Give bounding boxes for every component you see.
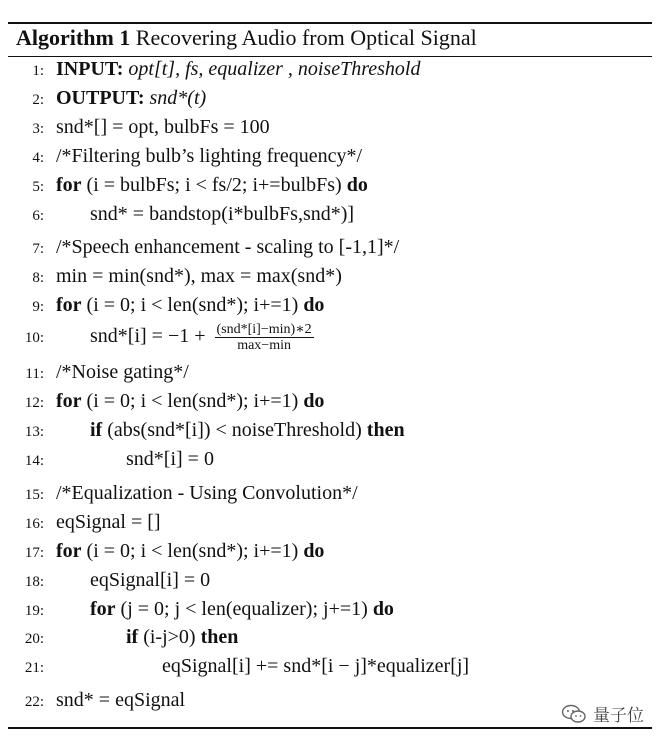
output-params: snd*(t): [144, 87, 207, 109]
do-keyword: do: [303, 294, 325, 316]
then-keyword: then: [200, 626, 239, 648]
comment-text: /*Equalization - Using Convolution*/: [56, 482, 358, 504]
fraction-denominator: max−min: [237, 338, 291, 353]
code-text: eqSignal[i] = 0: [90, 569, 211, 591]
line-number: 20:: [24, 631, 44, 647]
code-text: snd*[] = opt, bulbFs = 100: [56, 116, 270, 138]
code-text: snd* = eqSignal: [56, 689, 186, 711]
for-keyword: for: [56, 294, 82, 316]
code-text: (i = 0; i < len(snd*); i+=1): [81, 540, 304, 562]
code-text: snd*[i] = −1 +: [90, 325, 211, 348]
line-number: 3:: [32, 121, 44, 137]
code-text: eqSignal = []: [56, 511, 161, 533]
comment-text: /*Speech enhancement - scaling to [-1,1]*/: [56, 236, 400, 258]
code-text: snd*[i] = 0: [126, 448, 214, 470]
line-number: 1:: [32, 63, 44, 79]
line-number: 5:: [32, 179, 44, 195]
algorithm-title: [16, 25, 477, 51]
line-number: 18:: [24, 574, 44, 590]
for-keyword: for: [56, 540, 82, 562]
code-text: (abs(snd*[i]) < noiseThreshold): [102, 419, 367, 441]
line-number: 2:: [32, 92, 44, 108]
fraction-numerator: (snd*[i]−min)∗2: [216, 322, 312, 337]
wechat-icon: [561, 704, 587, 724]
do-keyword: do: [346, 174, 368, 196]
line-number: 17:: [24, 545, 44, 561]
title-rule: [8, 56, 652, 57]
line-number: 19:: [24, 603, 44, 619]
line-number: 13:: [24, 424, 44, 440]
line-number: 12:: [24, 395, 44, 411]
do-keyword: do: [372, 598, 394, 620]
if-keyword: if: [90, 419, 103, 441]
scaling-fraction: [215, 322, 314, 353]
line-number: 4:: [32, 150, 44, 166]
line-number: 21:: [24, 660, 44, 676]
code-text: (j = 0; j < len(equalizer); j+=1): [115, 598, 373, 620]
code-text: snd* = bandstop(i*bulbFs,snd*)]: [90, 203, 355, 225]
for-keyword: for: [56, 174, 82, 196]
top-rule: [8, 22, 652, 24]
line-number: 14:: [24, 453, 44, 469]
algorithm-label: Algorithm 1: [16, 25, 131, 50]
line-number: 15:: [24, 487, 44, 503]
line-number: 11:: [25, 366, 44, 382]
code-text: eqSignal[i] += snd*[i − j]*equalizer[j]: [162, 655, 470, 677]
for-keyword: for: [90, 598, 116, 620]
watermark: [561, 701, 644, 726]
code-text: (i = 0; i < len(snd*); i+=1): [81, 390, 304, 412]
code-text: min = min(snd*), max = max(snd*): [56, 265, 342, 287]
do-keyword: do: [303, 390, 325, 412]
if-keyword: if: [126, 626, 139, 648]
bottom-rule: [8, 727, 652, 729]
do-keyword: do: [303, 540, 325, 562]
line-number: 7:: [32, 241, 44, 257]
comment-text: /*Noise gating*/: [56, 361, 189, 383]
line-number: 6:: [32, 208, 44, 224]
line-number: 22:: [24, 694, 44, 710]
code-text: (i-j>0): [138, 626, 201, 648]
line-number: 8:: [32, 270, 44, 286]
code-text: (i = bulbFs; i < fs/2; i+=bulbFs): [81, 174, 347, 196]
output-keyword: OUTPUT:: [56, 87, 145, 109]
comment-text: /*Filtering bulb’s lighting frequency*/: [56, 145, 363, 167]
input-keyword: INPUT:: [56, 58, 124, 80]
code-text: (i = 0; i < len(snd*); i+=1): [81, 294, 304, 316]
algorithm-name: Recovering Audio from Optical Signal: [135, 25, 477, 50]
watermark-text: 量子位: [593, 706, 644, 726]
line-number: 16:: [24, 516, 44, 532]
line-number: 9:: [32, 299, 44, 315]
input-params: opt[t], fs, equalizer , noiseThreshold: [123, 58, 421, 80]
then-keyword: then: [366, 419, 405, 441]
for-keyword: for: [56, 390, 82, 412]
line-number: 10:: [24, 330, 44, 346]
